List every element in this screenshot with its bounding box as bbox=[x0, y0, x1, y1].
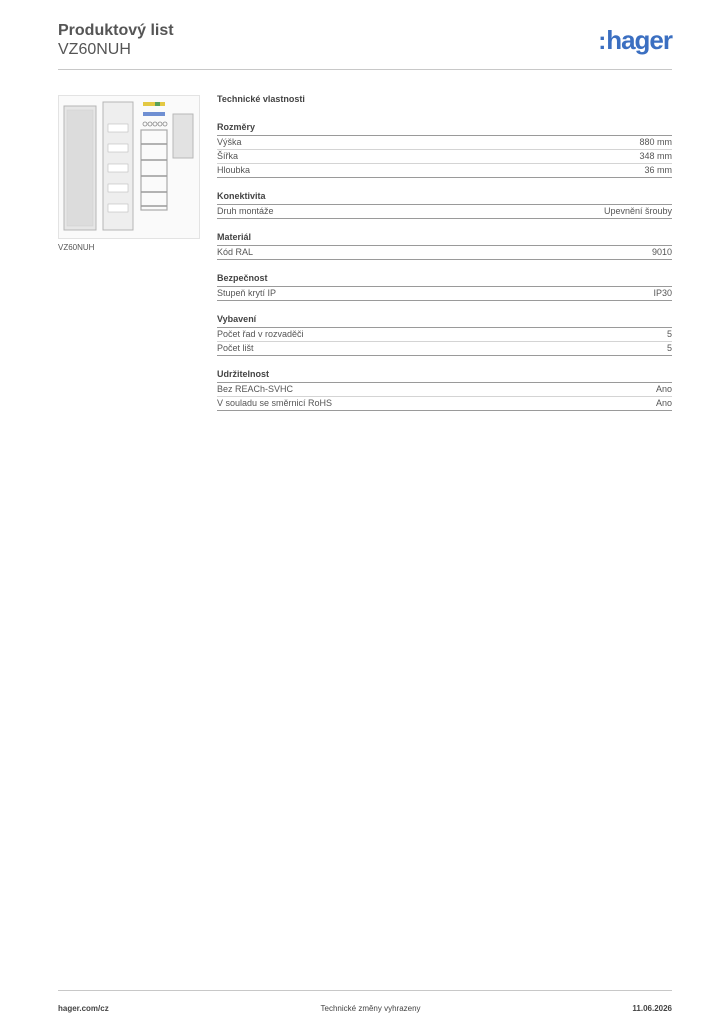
spec-value: 5 bbox=[666, 343, 672, 353]
technical-specs bbox=[217, 94, 672, 424]
spec-label: Šířka bbox=[217, 151, 239, 161]
spec-label: Druh montáže bbox=[217, 206, 274, 216]
spec-row bbox=[217, 136, 672, 150]
section-title: Konektivita bbox=[217, 191, 672, 205]
section-safety bbox=[217, 273, 672, 301]
logo-text: hager bbox=[606, 25, 672, 55]
section-sustainability bbox=[217, 369, 672, 411]
spec-row bbox=[217, 287, 672, 301]
section-title: Vybavení bbox=[217, 314, 672, 328]
spec-label: Hloubka bbox=[217, 165, 251, 175]
spec-value: 5 bbox=[666, 329, 672, 339]
section-title: Rozměry bbox=[217, 122, 672, 136]
section-title: Materiál bbox=[217, 232, 672, 246]
spec-value: Upevnění šrouby bbox=[603, 206, 672, 216]
spec-row bbox=[217, 205, 672, 219]
spec-value: 36 mm bbox=[644, 165, 672, 175]
page-header bbox=[58, 21, 672, 70]
section-title: Bezpečnost bbox=[217, 273, 672, 287]
image-caption: VZ60NUH bbox=[58, 243, 95, 252]
spec-label: V souladu se směrnicí RoHS bbox=[217, 398, 333, 408]
page-title: Produktový list bbox=[58, 22, 174, 39]
footer-date: 11.06.2026 bbox=[632, 1004, 672, 1013]
spec-label: Stupeň krytí IP bbox=[217, 288, 277, 298]
spec-label: Počet lišt bbox=[217, 343, 254, 353]
spec-value: Ano bbox=[655, 384, 672, 394]
product-image bbox=[58, 95, 200, 239]
section-connectivity bbox=[217, 191, 672, 219]
section-dimensions bbox=[217, 122, 672, 178]
product-code: VZ60NUH bbox=[58, 41, 131, 58]
spec-value: 348 mm bbox=[639, 151, 672, 161]
specs-title: Technické vlastnosti bbox=[217, 94, 305, 104]
section-title: Udržitelnost bbox=[217, 369, 672, 383]
spec-value: Ano bbox=[655, 398, 672, 408]
spec-value: IP30 bbox=[653, 288, 672, 298]
spec-value: 9010 bbox=[651, 247, 672, 257]
spec-row bbox=[217, 383, 672, 397]
footer-website-link[interactable]: hager.com/cz bbox=[58, 1004, 109, 1013]
spec-label: Bez REACh-SVHC bbox=[217, 384, 294, 394]
section-equipment bbox=[217, 314, 672, 356]
hager-logo[interactable] bbox=[598, 25, 672, 56]
spec-label: Výška bbox=[217, 137, 242, 147]
footer-note: Technické změny vyhrazeny bbox=[320, 1004, 421, 1013]
spec-row bbox=[217, 246, 672, 260]
spec-row bbox=[217, 150, 672, 164]
spec-row bbox=[217, 397, 672, 411]
logo-dots-icon: : bbox=[598, 28, 606, 55]
spec-row bbox=[217, 342, 672, 356]
spec-label: Kód RAL bbox=[217, 247, 254, 257]
enclosure-illustration-icon bbox=[59, 96, 199, 238]
spec-value: 880 mm bbox=[639, 137, 672, 147]
spec-label: Počet řad v rozvaděči bbox=[217, 329, 304, 339]
spec-row bbox=[217, 164, 672, 178]
page-footer bbox=[58, 990, 672, 1013]
spec-row bbox=[217, 328, 672, 342]
section-material bbox=[217, 232, 672, 260]
